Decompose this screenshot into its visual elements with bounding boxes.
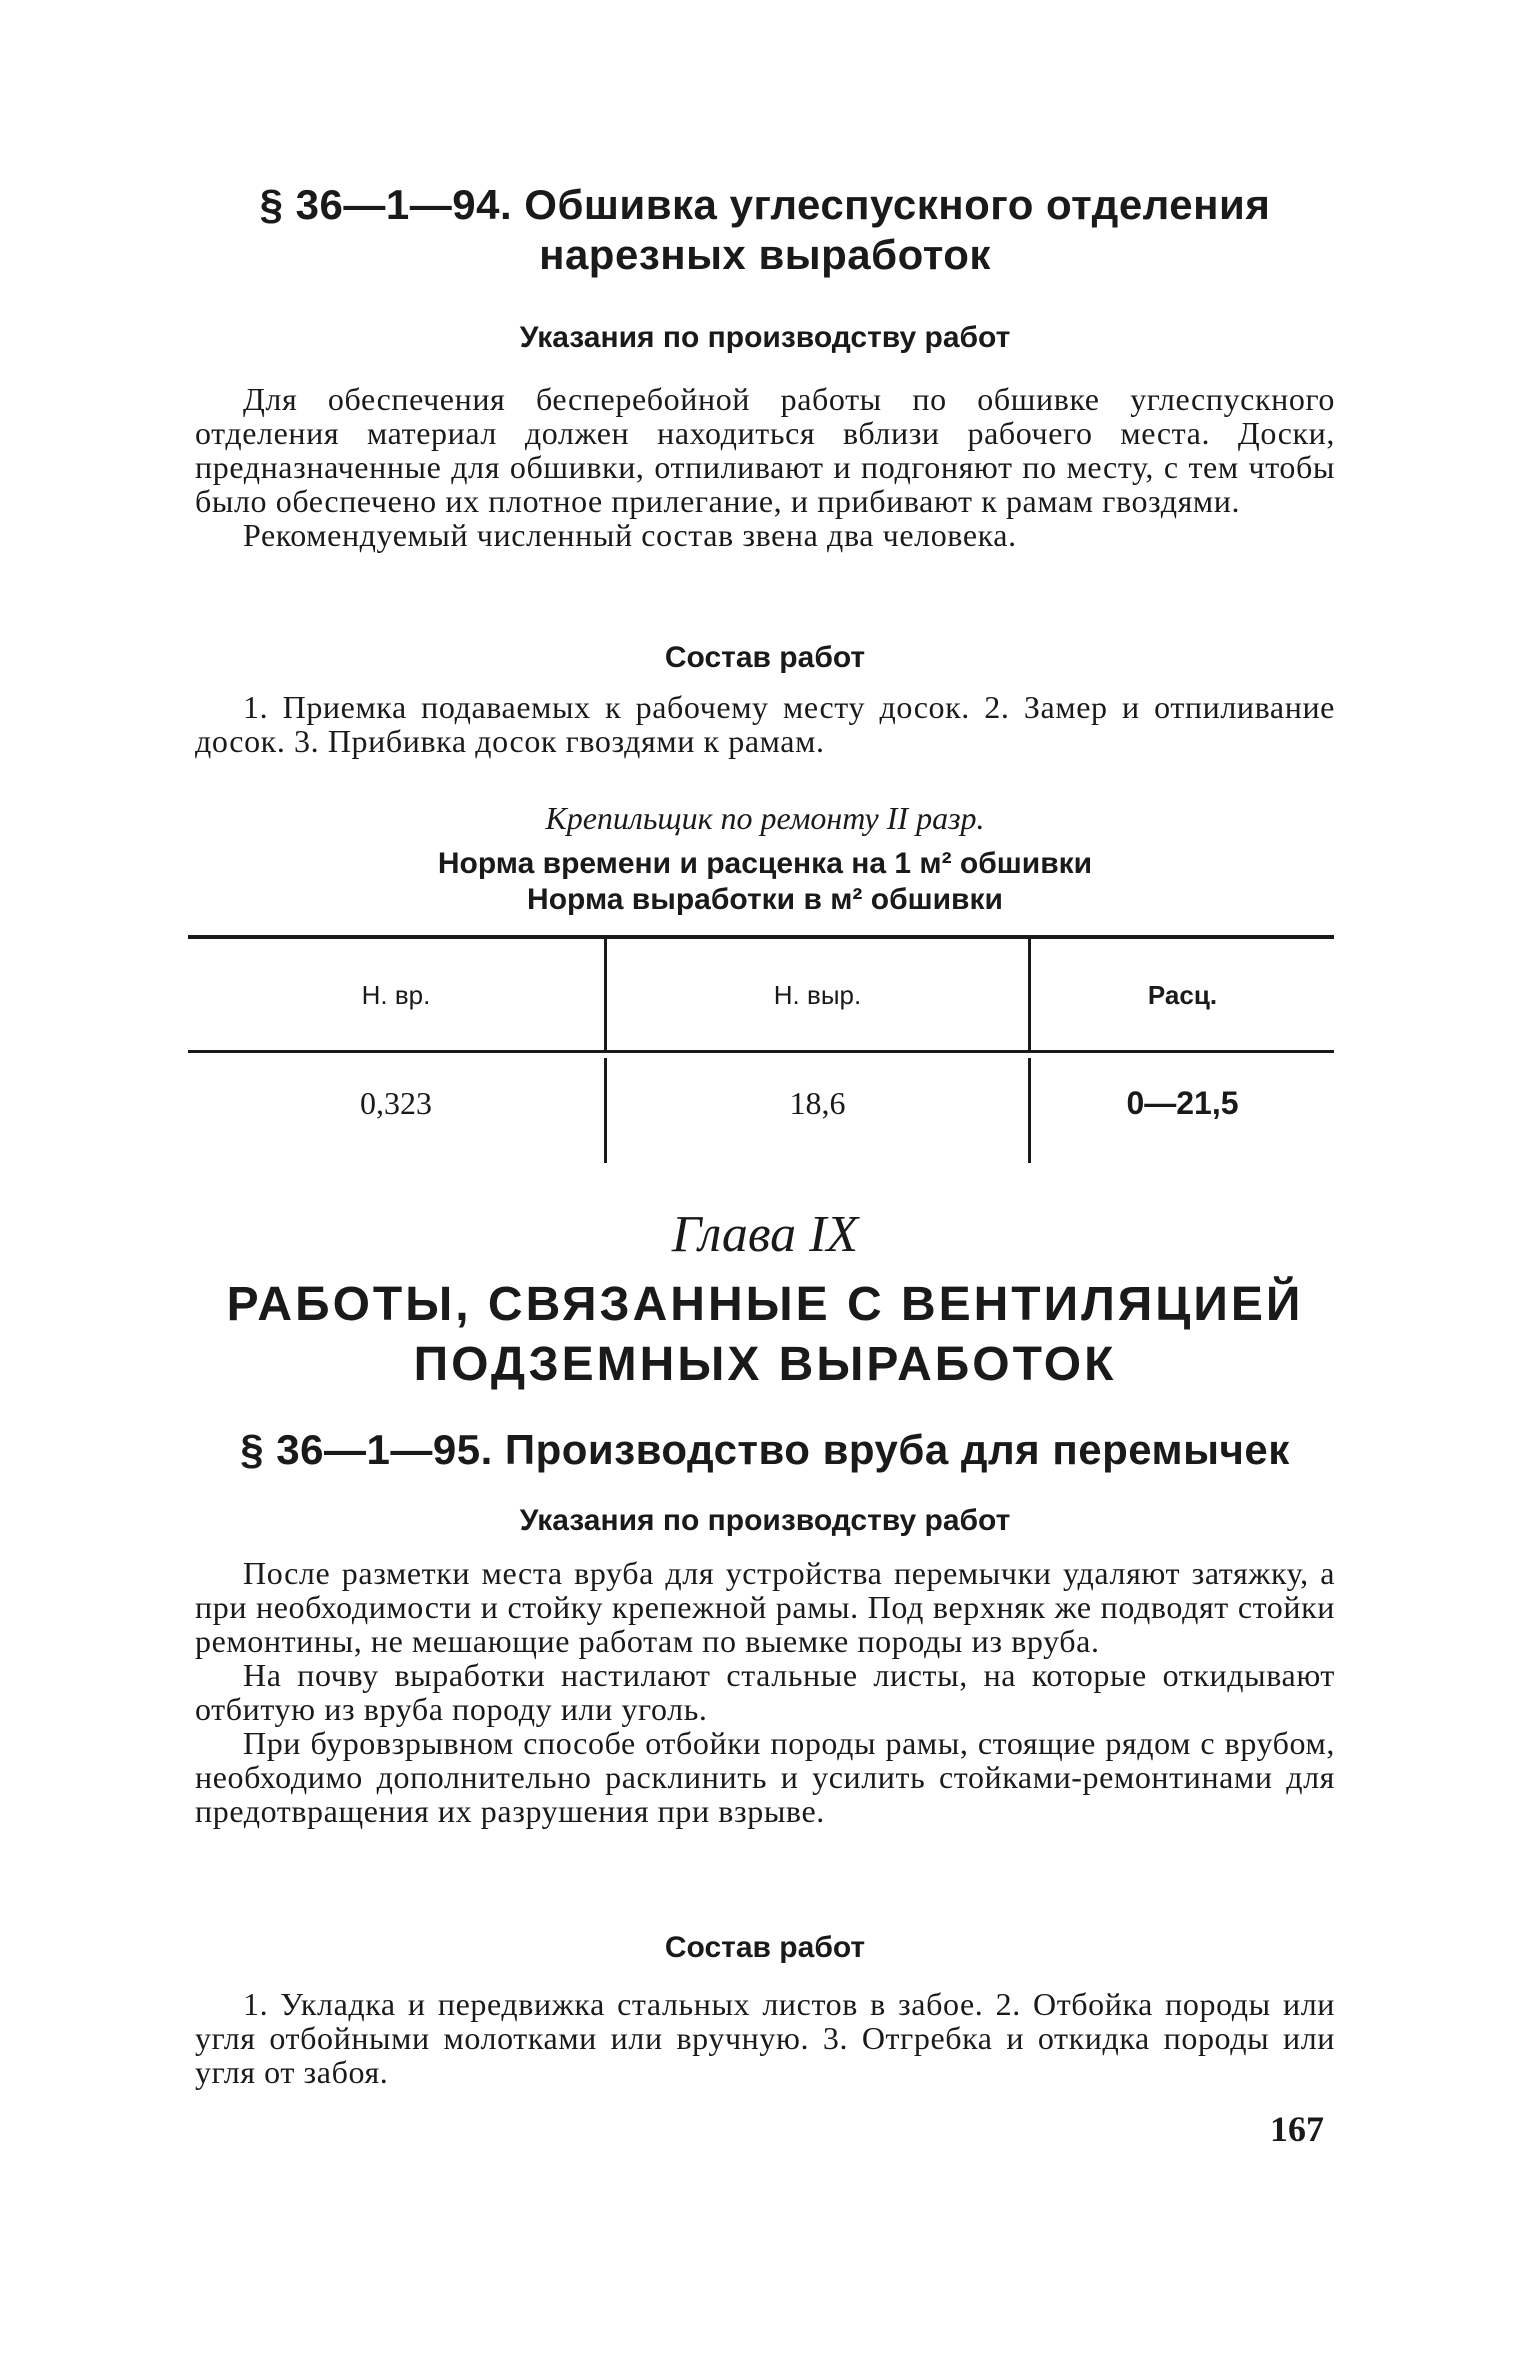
table-cell-output: 18,6: [789, 1085, 846, 1121]
section-94-composition-heading: [195, 640, 1335, 676]
paragraph-94-2: Рекомендуемый численный состав звена два человека.: [243, 517, 1017, 553]
section-94-title-line1: § 36—1—94. Обшивка углеспускного отделения: [259, 181, 1271, 228]
norm-table: [188, 935, 1334, 1165]
section-95-composition-heading: [195, 1930, 1335, 1966]
table-cell-time: 0,323: [360, 1085, 432, 1121]
section-94-title-line2: нарезных выработок: [539, 231, 991, 278]
composition-text-95: 1. Укладка и передвижка стальных листов в забое. 2. Отбойка породы или угля отбойными молотками или вручную. 3. Отгребка и откидка породы или угля от забоя.: [195, 1986, 1335, 2090]
section-94-instructions-heading: [195, 320, 1335, 356]
table-header-rule: [188, 1050, 1334, 1053]
composition-heading-95: Состав работ: [664, 1931, 866, 1964]
composition-text-94: 1. Приемка подаваемых к рабочему месту досок. 2. Замер и отпиливание досок. 3. Прибивка досок гвоздями к рамам.: [195, 689, 1335, 759]
section-95-instructions: [195, 1556, 1335, 1828]
section-94-title: [195, 180, 1335, 280]
paragraph-95-2: На почву выработки настилают стальные листы, на которые откидывают отбитую из вруба породу или уголь.: [195, 1657, 1335, 1727]
norm-line-1: Норма времени и расценка на 1 м² обшивки: [437, 847, 1093, 880]
table-header-output: Н. выр.: [773, 980, 862, 1010]
section-94-norms: [195, 800, 1335, 918]
paragraph-95-1: После разметки места вруба для устройства перемычки удаляют затяжку, а при необходимости и стойку крепежной рамы. Под верхняк же подводят стойки ремонтины, не мешающие работам по выемке породы из вруба.: [195, 1555, 1335, 1659]
section-95-composition: [195, 1987, 1335, 2089]
chapter-title-line2: ПОДЗЕМНЫХ ВЫРАБОТОК: [413, 1338, 1117, 1391]
section-94-instructions: [195, 382, 1335, 552]
table-header-time: Н. вр.: [361, 980, 431, 1010]
instructions-heading-94: Указания по производству работ: [519, 321, 1011, 354]
worker-category: Крепильщик по ремонту II разр.: [545, 800, 985, 836]
chapter-label: Глава IX: [671, 1206, 859, 1263]
chapter-title-line1: РАБОТЫ, СВЯЗАННЫЕ С ВЕНТИЛЯЦИЕЙ: [226, 1278, 1304, 1331]
chapter-heading: [195, 1205, 1335, 1395]
composition-heading-94: Состав работ: [664, 641, 866, 674]
instructions-heading-95: Указания по производству работ: [519, 1504, 1011, 1537]
section-94-composition: [195, 690, 1335, 758]
paragraph-94-1: Для обеспечения бесперебойной работы по обшивке углеспускного отделения материал должен находиться вблизи рабочего места. Доски, предназначенные для обшивки, отпиливают и подгоняют по месту, с тем чтобы было обеспечено их плотное прилегание, и прибивают к рамам гвоздями.: [195, 381, 1335, 519]
paragraph-95-3: При буровзрывном способе отбойки породы рамы, стоящие рядом с врубом, необходимо дополнительно расклинить и усилить стойками-ремонтинами для предотвращения их разрушения при взрыве.: [195, 1725, 1335, 1829]
table-top-rule: [188, 935, 1334, 939]
table-cell-rate: 0—21,5: [1126, 1085, 1239, 1121]
norm-line-2: Норма выработки в м² обшивки: [527, 883, 1003, 916]
section-95-instructions-heading: [195, 1503, 1335, 1539]
section-95-title-text: § 36—1—95. Производство вруба для перемычек: [240, 1426, 1290, 1473]
table-header-rate: Расц.: [1147, 980, 1218, 1010]
page-number: 167: [1270, 2109, 1324, 2149]
section-95-title: [195, 1425, 1335, 1475]
